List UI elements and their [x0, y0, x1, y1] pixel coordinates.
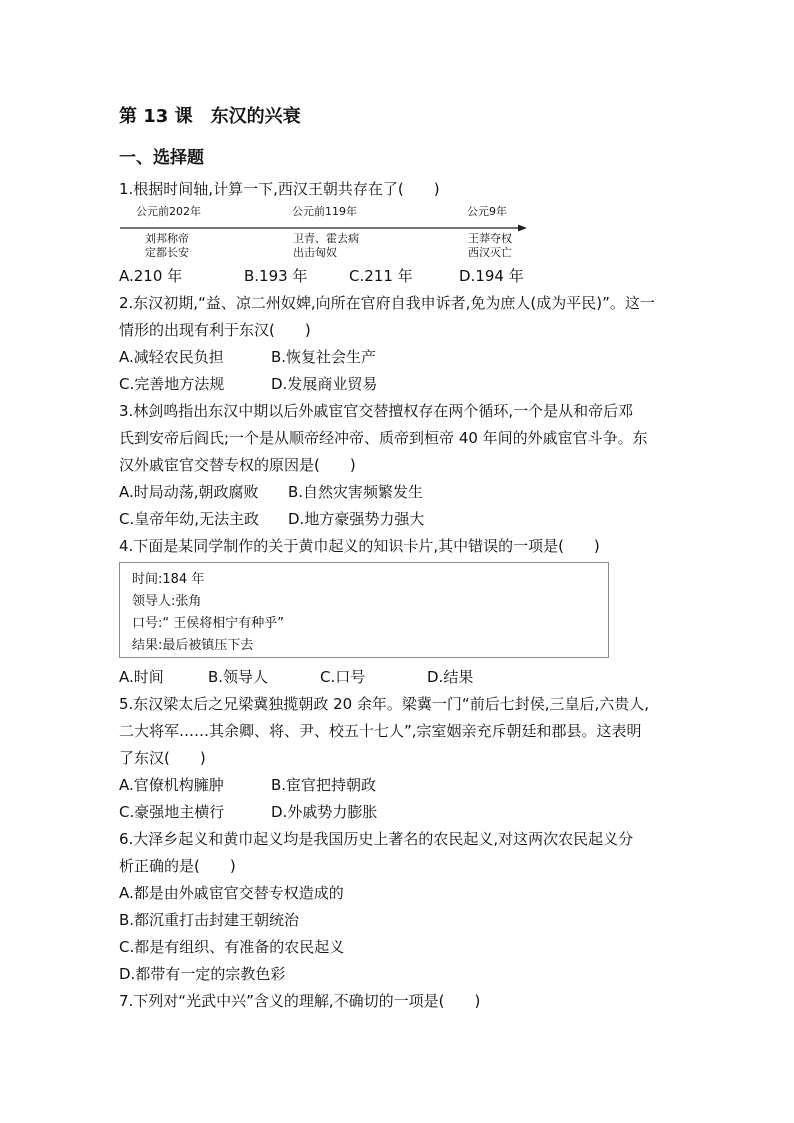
question-7-stem: 7.下列对“光武中兴”含义的理解,不确切的一项是( ) — [119, 992, 481, 1010]
timeline-event-2-line1: 卫青、霍去病 — [293, 232, 359, 245]
question-2-option-d: D.发展商业贸易 — [271, 375, 378, 393]
question-5-stem-line-2: 二大将军……其余卿、将、尹、校五十七人”,宗室姻亲充斥朝廷和郡县。这表明 — [119, 722, 642, 740]
timeline-event-1-line1: 刘邦称帝 — [145, 232, 189, 245]
question-5-option-d: D.外戚势力膨胀 — [271, 803, 378, 821]
card-line-leader: 领导人:张角 — [132, 594, 202, 609]
question-3-option-b: B.自然灾害频繁发生 — [288, 483, 424, 501]
question-5-option-a: A.官僚机构臃肿 — [119, 776, 224, 794]
question-4-option-d: D.结果 — [427, 668, 474, 686]
timeline-arrowhead — [518, 225, 527, 232]
question-6-option-c: C.都是有组织、有准备的农民起义 — [119, 938, 345, 956]
question-5-stem-line-1: 5.东汉梁太后之兄梁冀独揽朝政 20 余年。梁冀一门“前后七封侯,三皇后,六贵人, — [119, 695, 650, 713]
question-6-stem-line-2: 析正确的是( ) — [119, 857, 236, 875]
question-1-stem: 1.根据时间轴,计算一下,西汉王朝共存在了( ) — [119, 180, 440, 198]
question-3-option-c: C.皇帝年幼,无法主政 — [119, 510, 260, 528]
question-2-option-a: A.减轻农民负担 — [119, 348, 224, 366]
question-2-stem-line-2: 情形的出现有利于东汉( ) — [119, 321, 311, 339]
timeline-event-2-line2: 出击匈奴 — [293, 246, 337, 259]
timeline-event-3-line1: 王莽夺权 — [468, 232, 512, 245]
question-2-option-b: B.恢复社会生产 — [271, 348, 377, 366]
section-heading: 一、选择题 — [119, 148, 204, 168]
question-4-stem: 4.下面是某同学制作的关于黄巾起义的知识卡片,其中错误的一项是( ) — [119, 537, 600, 555]
timeline-event-1-line2: 定都长安 — [145, 246, 189, 259]
timeline-event-3-line2: 西汉灭亡 — [468, 246, 512, 259]
question-3-option-d: D.地方豪强势力强大 — [288, 510, 425, 528]
question-6-option-b: B.都沉重打击封建王朝统治 — [119, 911, 300, 929]
question-5-option-c: C.豪强地主横行 — [119, 803, 225, 821]
question-4-option-c: C.口号 — [320, 668, 366, 686]
question-3-stem-line-3: 汉外戚宦官交替专权的原因是( ) — [119, 456, 356, 474]
timeline-date-3: 公元9年 — [467, 205, 507, 218]
question-5-option-b: B.宦官把持朝政 — [271, 776, 377, 794]
question-1-option-a: A.210 年 — [119, 267, 183, 285]
timeline-date-2: 公元前119年 — [292, 205, 357, 218]
question-5-stem-line-3: 了东汉( ) — [119, 749, 206, 767]
question-2-stem-line-1: 2.东汉初期,“益、凉二州奴婢,向所在官府自我申诉者,免为庶人(成为平民)”。这一 — [119, 294, 655, 312]
question-1-option-d: D.194 年 — [459, 267, 524, 285]
question-6-option-d: D.都带有一定的宗教色彩 — [119, 965, 286, 983]
knowledge-card — [119, 562, 609, 658]
question-3-stem-line-1: 3.林剑鸣指出东汉中期以后外戚宦官交替擅权存在两个循环,一个是从和帝后邓 — [119, 402, 634, 420]
question-2-option-c: C.完善地方法规 — [119, 375, 225, 393]
card-line-result: 结果:最后被镇压下去 — [132, 638, 254, 653]
question-3-stem-line-2: 氏到安帝后阎氏;一个是从顺帝经冲帝、质帝到桓帝 40 年间的外戚宦官斗争。东 — [119, 429, 648, 447]
card-line-time: 时间:184 年 — [132, 572, 205, 587]
question-4-option-b: B.领导人 — [208, 668, 269, 686]
timeline-date-1: 公元前202年 — [136, 205, 201, 218]
question-6-stem-line-1: 6.大泽乡起义和黄巾起义均是我国历史上著名的农民起义,对这两次农民起义分 — [119, 830, 634, 848]
question-1-option-b: B.193 年 — [244, 267, 308, 285]
question-4-option-a: A.时间 — [119, 668, 164, 686]
page-title: 第 13 课 东汉的兴衰 — [119, 106, 301, 127]
question-6-option-a: A.都是由外戚宦官交替专权造成的 — [119, 884, 344, 902]
card-line-slogan: 口号:“ 王侯将相宁有种乎” — [132, 616, 284, 631]
question-1-option-c: C.211 年 — [349, 267, 413, 285]
question-3-option-a: A.时局动荡,朝政腐败 — [119, 483, 259, 501]
